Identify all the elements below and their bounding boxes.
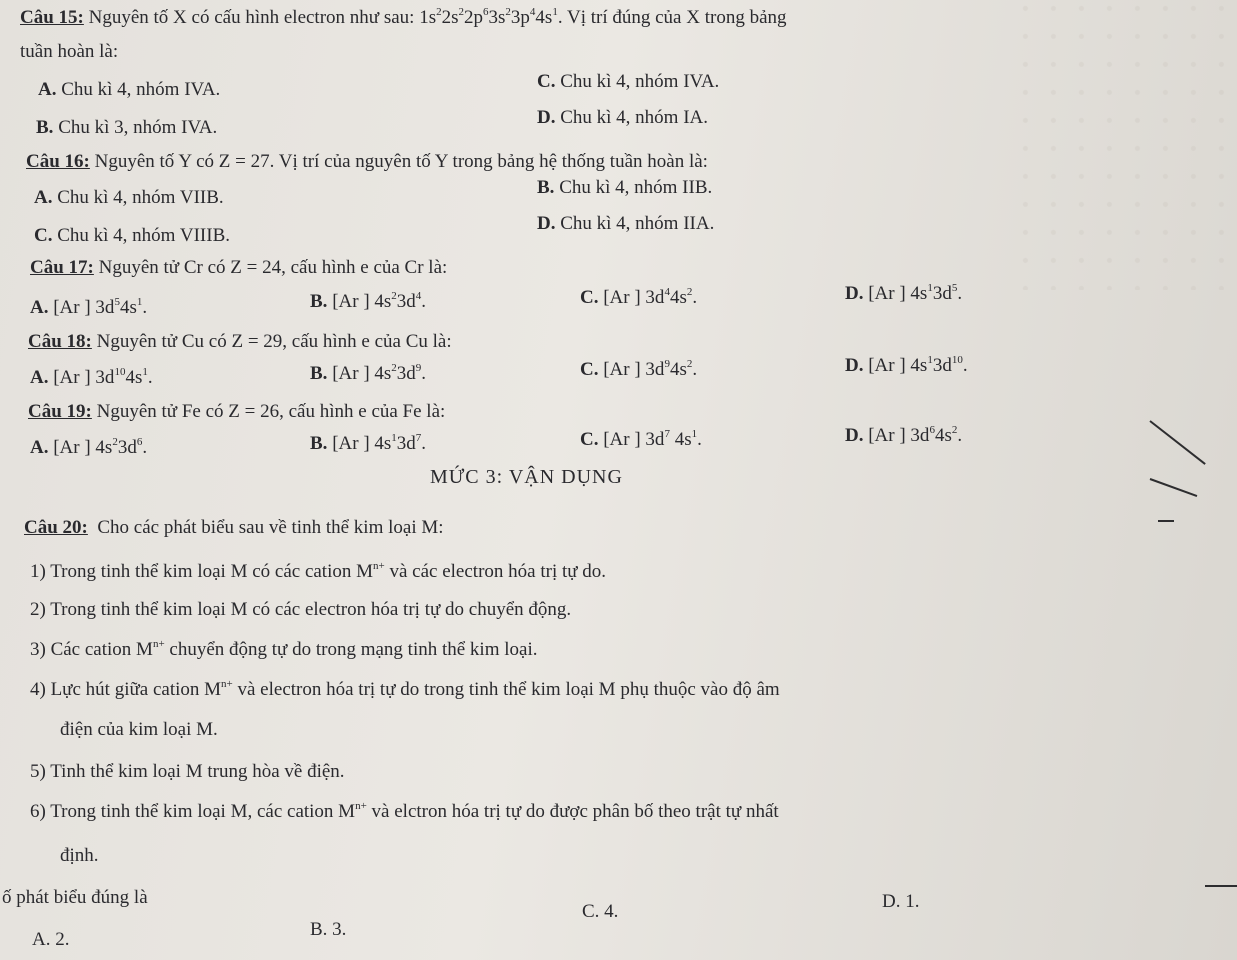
q20-count-prompt: ố phát biểu đúng là: [2, 887, 148, 908]
q16-stem: [26, 150, 708, 174]
option-letter: A.: [34, 187, 53, 208]
q15-stem-text: Nguyên tố X có cấu hình electron như sau: 1s: [88, 7, 437, 28]
q16-option-d[interactable]: [537, 212, 714, 236]
q19-stem: [28, 400, 445, 424]
q18-option-a[interactable]: A. [Ar ] $3d^{10}4s^1$.: [30, 366, 153, 388]
q18-stem: [28, 330, 452, 354]
q20-option-d[interactable]: D. 1.: [882, 891, 920, 912]
q16-stem-text: Nguyên tố Y có Z = 27. Vị trí của nguyên tố Y trong bảng hệ thống tuần hoàn là:: [94, 151, 708, 172]
q18-option-b[interactable]: B. [Ar ] $4s^23d^9$.: [310, 362, 427, 384]
statement-6: 6) Trong tinh thể kim loại M, các cation $M^{n+}$ và elctron hóa trị tự do được phân bố theo trật tự nhất: [30, 800, 779, 822]
statement-text: 1) Trong tinh thể kim loại M có các cation M: [30, 561, 374, 582]
statement-2: [30, 598, 571, 622]
edge-mark: [1205, 885, 1237, 887]
option-letter: B.: [310, 433, 328, 454]
option-text: Chu kì 4, nhóm IA.: [560, 107, 709, 128]
statement-1: 1) Trong tinh thể kim loại M có các cation $M^{n+}$ và các electron hóa trị tự do.: [30, 560, 607, 582]
q17-option-d[interactable]: D. [Ar ] $4s^13d^5$.: [845, 282, 963, 304]
statement-text: và elctron hóa trị tự do được phân bố theo trật tự nhất: [366, 801, 779, 822]
statement-text: và các electron hóa trị tự do.: [384, 561, 607, 582]
q20-option-c[interactable]: C. 4.: [582, 901, 619, 922]
q20-option-a[interactable]: A. 2.: [32, 929, 70, 950]
q19-label: Câu 19:: [28, 401, 92, 422]
q18-stem-text: Nguyên tử Cu có Z = 29, cấu hình e của Cu là:: [96, 331, 452, 352]
q20-stem: [24, 516, 444, 540]
option-letter: C.: [34, 225, 53, 246]
q18-option-d[interactable]: D. [Ar ] $4s^13d^{10}$.: [845, 354, 968, 376]
option-text: Chu kì 4, nhóm VIIB.: [57, 187, 224, 208]
q19-stem-text: Nguyên tử Fe có Z = 26, cấu hình e của Fe là:: [96, 401, 446, 422]
option-text: Chu kì 4, nhóm IIA.: [560, 213, 715, 234]
q18-option-c[interactable]: C. [Ar ] $3d^94s^2$.: [580, 358, 698, 380]
q17-option-a[interactable]: A. [Ar ] $3d^54s^1$.: [30, 296, 148, 318]
q19-option-a[interactable]: A. [Ar ] $4s^23d^6$.: [30, 436, 148, 458]
q17-option-c[interactable]: C. [Ar ] $3d^44s^2$.: [580, 286, 698, 308]
background-texture: [1017, 0, 1237, 290]
option-letter: D.: [845, 425, 864, 446]
statement-3: 3) Các cation $M^{n+}$ chuyển động tự do trong mạng tinh thể kim loại.: [30, 638, 538, 660]
q16-label: Câu 16:: [26, 151, 90, 172]
q20-label: Câu 20:: [24, 517, 88, 538]
option-text: Chu kì 4, nhóm VIIIB.: [57, 225, 230, 246]
option-text: Chu kì 4, nhóm IIB.: [559, 177, 713, 198]
edge-mark: [1149, 420, 1205, 465]
option-letter: D.: [845, 283, 864, 304]
option-letter: D.: [537, 213, 556, 234]
q15-option-c[interactable]: [537, 70, 719, 94]
edge-mark: [1150, 478, 1198, 497]
q19-option-d[interactable]: D. [Ar ] $3d^64s^2$.: [845, 424, 963, 446]
statement-text: 6) Trong tinh thể kim loại M, các cation M: [30, 801, 356, 822]
option-letter: A.: [30, 297, 49, 318]
option-letter: D.: [537, 107, 556, 128]
statement-6-cont: định.: [60, 845, 99, 866]
option-text: Chu kì 3, nhóm IVA.: [58, 117, 218, 138]
option-letter: B.: [310, 291, 328, 312]
statement-text: chuyển động tự do trong mạng tinh thể kim loại.: [164, 639, 538, 660]
q16-option-a[interactable]: [34, 186, 224, 210]
q15-label: Câu 15:: [20, 7, 84, 28]
q20-stem-text: Cho các phát biểu sau về tinh thể kim loại M:: [97, 517, 444, 538]
option-letter: A.: [38, 79, 57, 100]
q15-option-a[interactable]: [38, 78, 220, 102]
statement-text: 5) Tinh thể kim loại M trung hòa về điện.: [30, 761, 345, 782]
q15-stem-cont: tuần hoàn là:: [20, 41, 119, 62]
q17-option-b[interactable]: B. [Ar ] $4s^23d^4$.: [310, 290, 427, 312]
statement-text: và electron hóa trị tự do trong tinh thể kim loại M phụ thuộc vào độ âm: [232, 679, 780, 700]
q17-stem: [30, 256, 447, 280]
q19-option-b[interactable]: B. [Ar ] $4s^13d^7$.: [310, 432, 427, 454]
option-letter: D.: [845, 355, 864, 376]
statement-4-cont: điện của kim loại M.: [60, 719, 218, 740]
statement-text: 3) Các cation M: [30, 639, 153, 660]
statement-4: 4) Lực hút giữa cation $M^{n+}$ và electron hóa trị tự do trong tinh thể kim loại M phụ thuộc vào độ âm: [30, 678, 780, 700]
q15-stem: Câu 15: Nguyên tố X có cấu hình electron như sau: $1s^22s^22p^63s^23p^44s^1$. Vị trí đúng của X trong bảng: [20, 6, 787, 28]
option-text: Chu kì 4, nhóm IVA.: [61, 79, 221, 100]
q19-option-c[interactable]: C. [Ar ] $3d^7$ $4s^1$.: [580, 428, 702, 450]
option-letter: C.: [537, 71, 556, 92]
q17-stem-text: Nguyên tử Cr có Z = 24, cấu hình e của Cr là:: [98, 257, 448, 278]
option-text: Chu kì 4, nhóm IVA.: [560, 71, 720, 92]
q16-option-c[interactable]: [34, 224, 230, 248]
q15-option-b[interactable]: [36, 116, 217, 140]
statement-text: 2) Trong tinh thể kim loại M có các electron hóa trị tự do chuyển động.: [30, 599, 572, 620]
option-letter: A.: [30, 367, 49, 388]
section-heading: MỨC 3: VẬN DỤNG: [430, 466, 623, 488]
q20-option-b[interactable]: B. 3.: [310, 919, 347, 940]
statement-text: 4) Lực hút giữa cation M: [30, 679, 222, 700]
q15-option-d[interactable]: [537, 106, 708, 130]
q18-label: Câu 18:: [28, 331, 92, 352]
option-letter: B.: [36, 117, 54, 138]
edge-mark: [1158, 520, 1174, 522]
q16-option-b[interactable]: [537, 176, 712, 200]
option-letter: B.: [310, 363, 328, 384]
option-letter: C.: [580, 429, 599, 450]
statement-5: [30, 760, 345, 784]
option-letter: C.: [580, 287, 599, 308]
option-letter: B.: [537, 177, 555, 198]
q15-stem-tail: Vị trí đúng của X trong bảng: [566, 7, 787, 28]
q17-label: Câu 17:: [30, 257, 94, 278]
option-letter: A.: [30, 437, 49, 458]
option-letter: C.: [580, 359, 599, 380]
